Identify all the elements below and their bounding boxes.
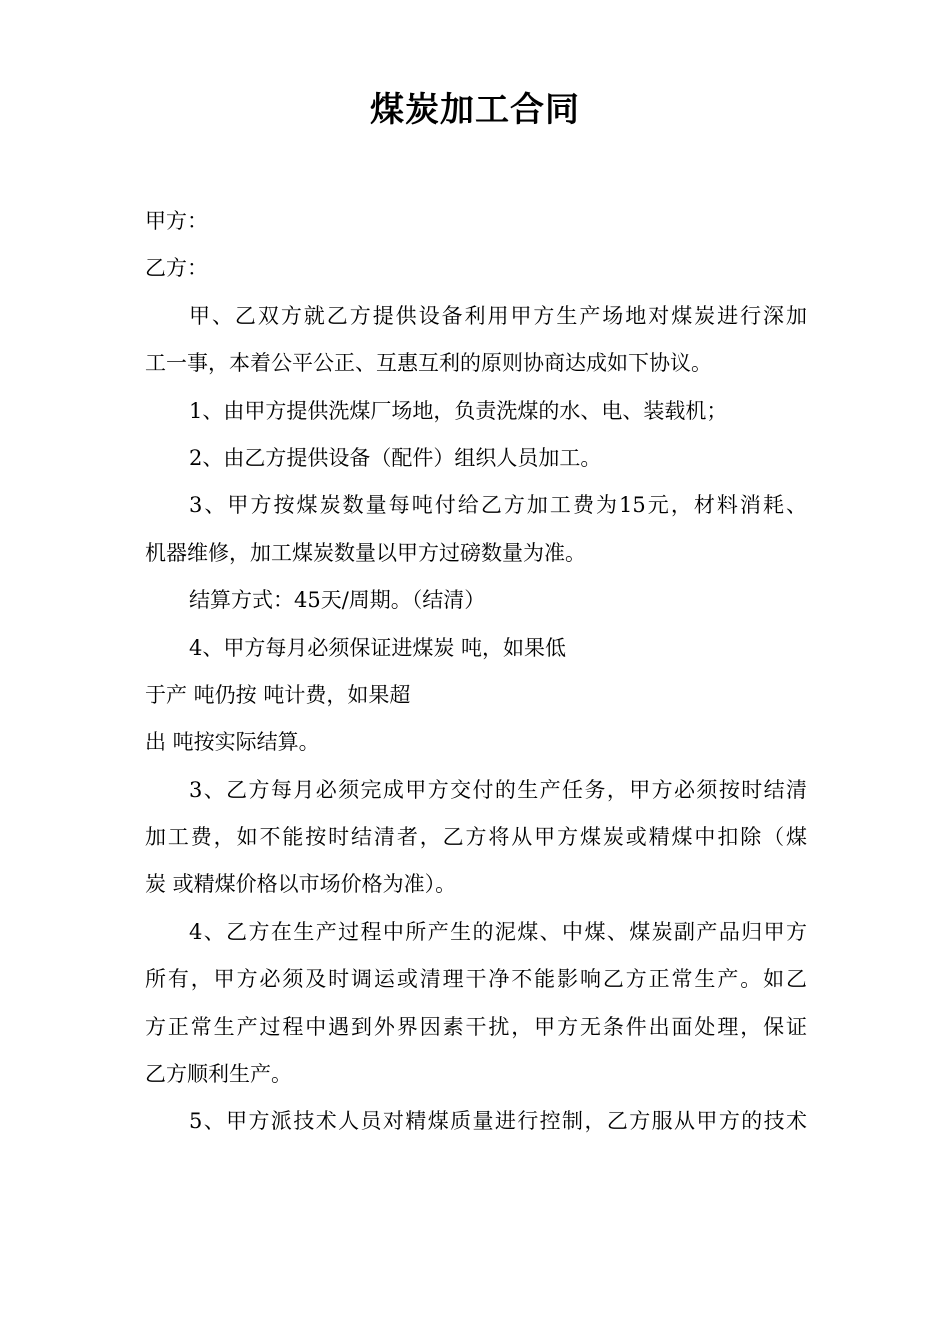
- document-title: 煤炭加工合同: [370, 90, 580, 130]
- party-a-label: 甲方：: [145, 209, 208, 233]
- clause-3b-line-2: 加工费，如不能按时结清者，乙方将从甲方煤炭或精煤中扣除（煤: [145, 825, 807, 850]
- clause-4b-line-3: 方正常生产过程中遇到外界因素干扰，甲方无条件出面处理，保证: [145, 1014, 807, 1039]
- clause-5-line-1: 5、甲方派技术人员对精煤质量进行控制，乙方服从甲方的技术: [189, 1109, 807, 1134]
- intro-line-2: 工一事，本着公平公正、互惠互利的原则协商达成如下协议。: [145, 351, 712, 376]
- clause-4-line-3: 出 吨按实际结算。: [145, 730, 320, 755]
- clause-3-line-1: 3、甲方按煤炭数量每吨付给乙方加工费为15元，材料消耗、: [189, 493, 807, 518]
- clause-3b-line-1: 3、乙方每月必须完成甲方交付的生产任务，甲方必须按时结清: [189, 777, 807, 802]
- clause-4-line-1: 4、甲方每月必须保证进煤炭 吨，如果低: [189, 635, 567, 660]
- settlement-method: 结算方式：45天/周期。（结清）: [189, 588, 486, 613]
- clause-4b-line-4: 乙方顺利生产。: [145, 1062, 292, 1087]
- clause-4b-line-2: 所有，甲方必须及时调运或清理干净不能影响乙方正常生产。如乙: [145, 967, 807, 992]
- clause-4-line-2: 于产 吨仍按 吨计费，如果超: [145, 682, 411, 707]
- contract-body: [145, 198, 807, 1146]
- intro-line-1: 甲、乙双方就乙方提供设备利用甲方生产场地对煤炭进行深加: [189, 303, 807, 328]
- clause-3-line-2: 机器维修，加工煤炭数量以甲方过磅数量为准。: [145, 540, 586, 565]
- clause-2: 2、由乙方提供设备（配件）组织人员加工。: [189, 445, 602, 470]
- clause-1: 1、由甲方提供洗煤厂场地，负责洗煤的水、电、装载机；: [189, 398, 728, 423]
- clause-4b-line-1: 4、乙方在生产过程中所产生的泥煤、中煤、煤炭副产品归甲方: [189, 919, 807, 944]
- party-b-label: 乙方：: [145, 256, 208, 281]
- clause-3b-line-3: 炭 或精煤价格以市场价格为准）。: [145, 872, 457, 897]
